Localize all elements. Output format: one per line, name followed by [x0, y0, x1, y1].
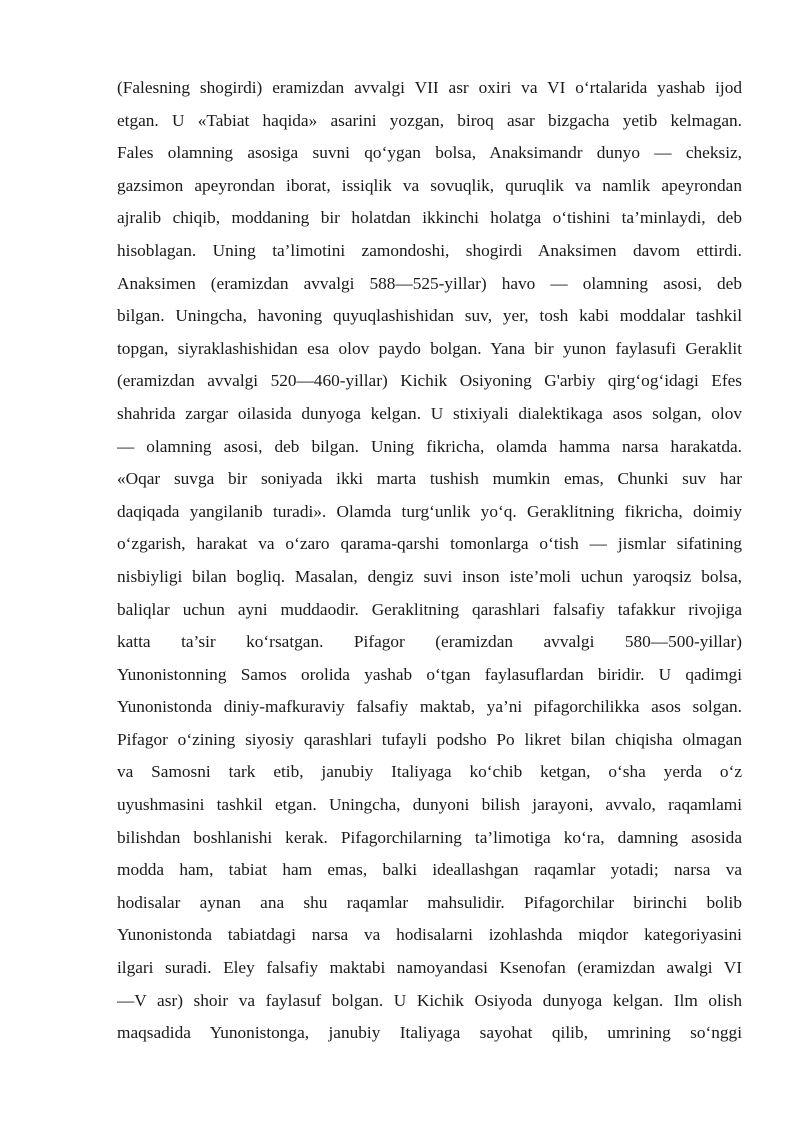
text-line: ilgari suradi. Eley falsafiy maktabi namoyandasi Ksenofan (eramizdan awalgi VI: [117, 958, 742, 978]
text-line: bilishdan boshlanishi kerak. Pifagorchilarning ta’limotiga ko‘ra, damning asosida: [117, 827, 742, 847]
text-line: shahrida zargar oilasida dunyoga kelgan. U stixiyali dialektikaga asos solgan, olov: [117, 403, 742, 423]
text-line: daqiqada yangilanib turadi». Olamda turg‘unlik yo‘q. Geraklitning fikricha, doimiy: [117, 501, 742, 521]
text-line: (eramizdan avvalgi 520—460-yillar) Kichik Osiyoning G'arbiy qirg‘og‘idagi Efes: [117, 371, 742, 391]
text-line: etgan. U «Tabiat haqida» asarini yozgan, biroq asar bizgacha yetib kelmagan.: [117, 110, 742, 130]
text-line: katta ta’sir ko‘rsatgan. Pifagor (eramizdan avvalgi 580—500-yillar): [117, 632, 742, 652]
text-line: va Samosni tark etib, janubiy Italiyaga ko‘chib ketgan, o‘sha yerda o‘z: [117, 762, 742, 782]
text-line: topgan, siyraklashishidan esa olov paydo bolgan. Yana bir yunon faylasufi Geraklit: [117, 338, 742, 358]
text-line: baliqlar uchun ayni muddaodir. Geraklitning qarashlari falsafiy tafakkur rivojiga: [117, 599, 742, 619]
text-line: ajralib chiqib, moddaning bir holatdan ikkinchi holatga o‘tishini ta’minlaydi, deb: [117, 208, 742, 228]
text-line: Yunonistonda tabiatdagi narsa va hodisalarni izohlashda miqdor kategoriyasini: [117, 925, 742, 945]
text-line: gazsimon apeyrondan iborat, issiqlik va sovuqlik, quruqlik va namlik apeyrondan: [117, 175, 742, 195]
text-line: Yunonistonda diniy-mafkuraviy falsafiy maktab, ya’ni pifagorchilikka asos solgan.: [117, 697, 742, 717]
body-text: [117, 72, 742, 1050]
text-line: hisoblagan. Uning ta’limotini zamondoshi, shogirdi Anaksimen davom ettirdi.: [117, 240, 742, 260]
text-line: Yunonistonning Samos orolida yashab o‘tgan faylasuflardan biridir. U qadimgi: [117, 664, 742, 684]
text-line: (Falesning shogirdi) eramizdan avvalgi VII asr oxiri va VI o‘rtalarida yashab ijod: [117, 78, 742, 97]
text-line: bilgan. Uningcha, havoning quyuqlashishidan suv, yer, tosh kabi moddalar tashkil: [117, 306, 742, 326]
text-line: Pifagor o‘zining siyosiy qarashlari tufayli podsho Po likret bilan chiqisha olmagan: [117, 729, 742, 749]
text-line: modda ham, tabiat ham emas, balki ideallashgan raqamlar yotadi; narsa va: [117, 860, 742, 880]
text-line: nisbiyligi bilan bogliq. Masalan, dengiz suvi inson iste’moli uchun yaroqsiz bolsa,: [117, 566, 742, 586]
text-line: Anaksimen (eramizdan avvalgi 588—525-yillar) havo — olamning asosi, deb: [117, 273, 742, 293]
text-line: hodisalar aynan ana shu raqamlar mahsulidir. Pifagorchilar birinchi bolib: [117, 892, 742, 912]
text-line: uyushmasini tashkil etgan. Uningcha, dunyoni bilish jarayoni, avvalo, raqamlami: [117, 795, 742, 815]
text-line: «Oqar suvga bir soniyada ikki marta tushish mumkin emas, Chunki suv har: [117, 469, 742, 489]
text-line: o‘zgarish, harakat va o‘zaro qarama-qarshi tomonlarga o‘tish — jismlar sifatining: [117, 534, 742, 554]
text-line: maqsadida Yunonistonga, janubiy Italiyaga sayohat qilib, umrining so‘nggi: [117, 1023, 742, 1043]
text-line: —V asr) shoir va faylasuf bolgan. U Kichik Osiyoda dunyoga kelgan. Ilm olish: [117, 990, 742, 1010]
text-line: Fales olamning asosiga suvni qo‘ygan bolsa, Anaksimandr dunyo — cheksiz,: [117, 143, 742, 163]
text-line: — olamning asosi, deb bilgan. Uning fikricha, olamda hamma narsa harakatda.: [117, 436, 742, 456]
